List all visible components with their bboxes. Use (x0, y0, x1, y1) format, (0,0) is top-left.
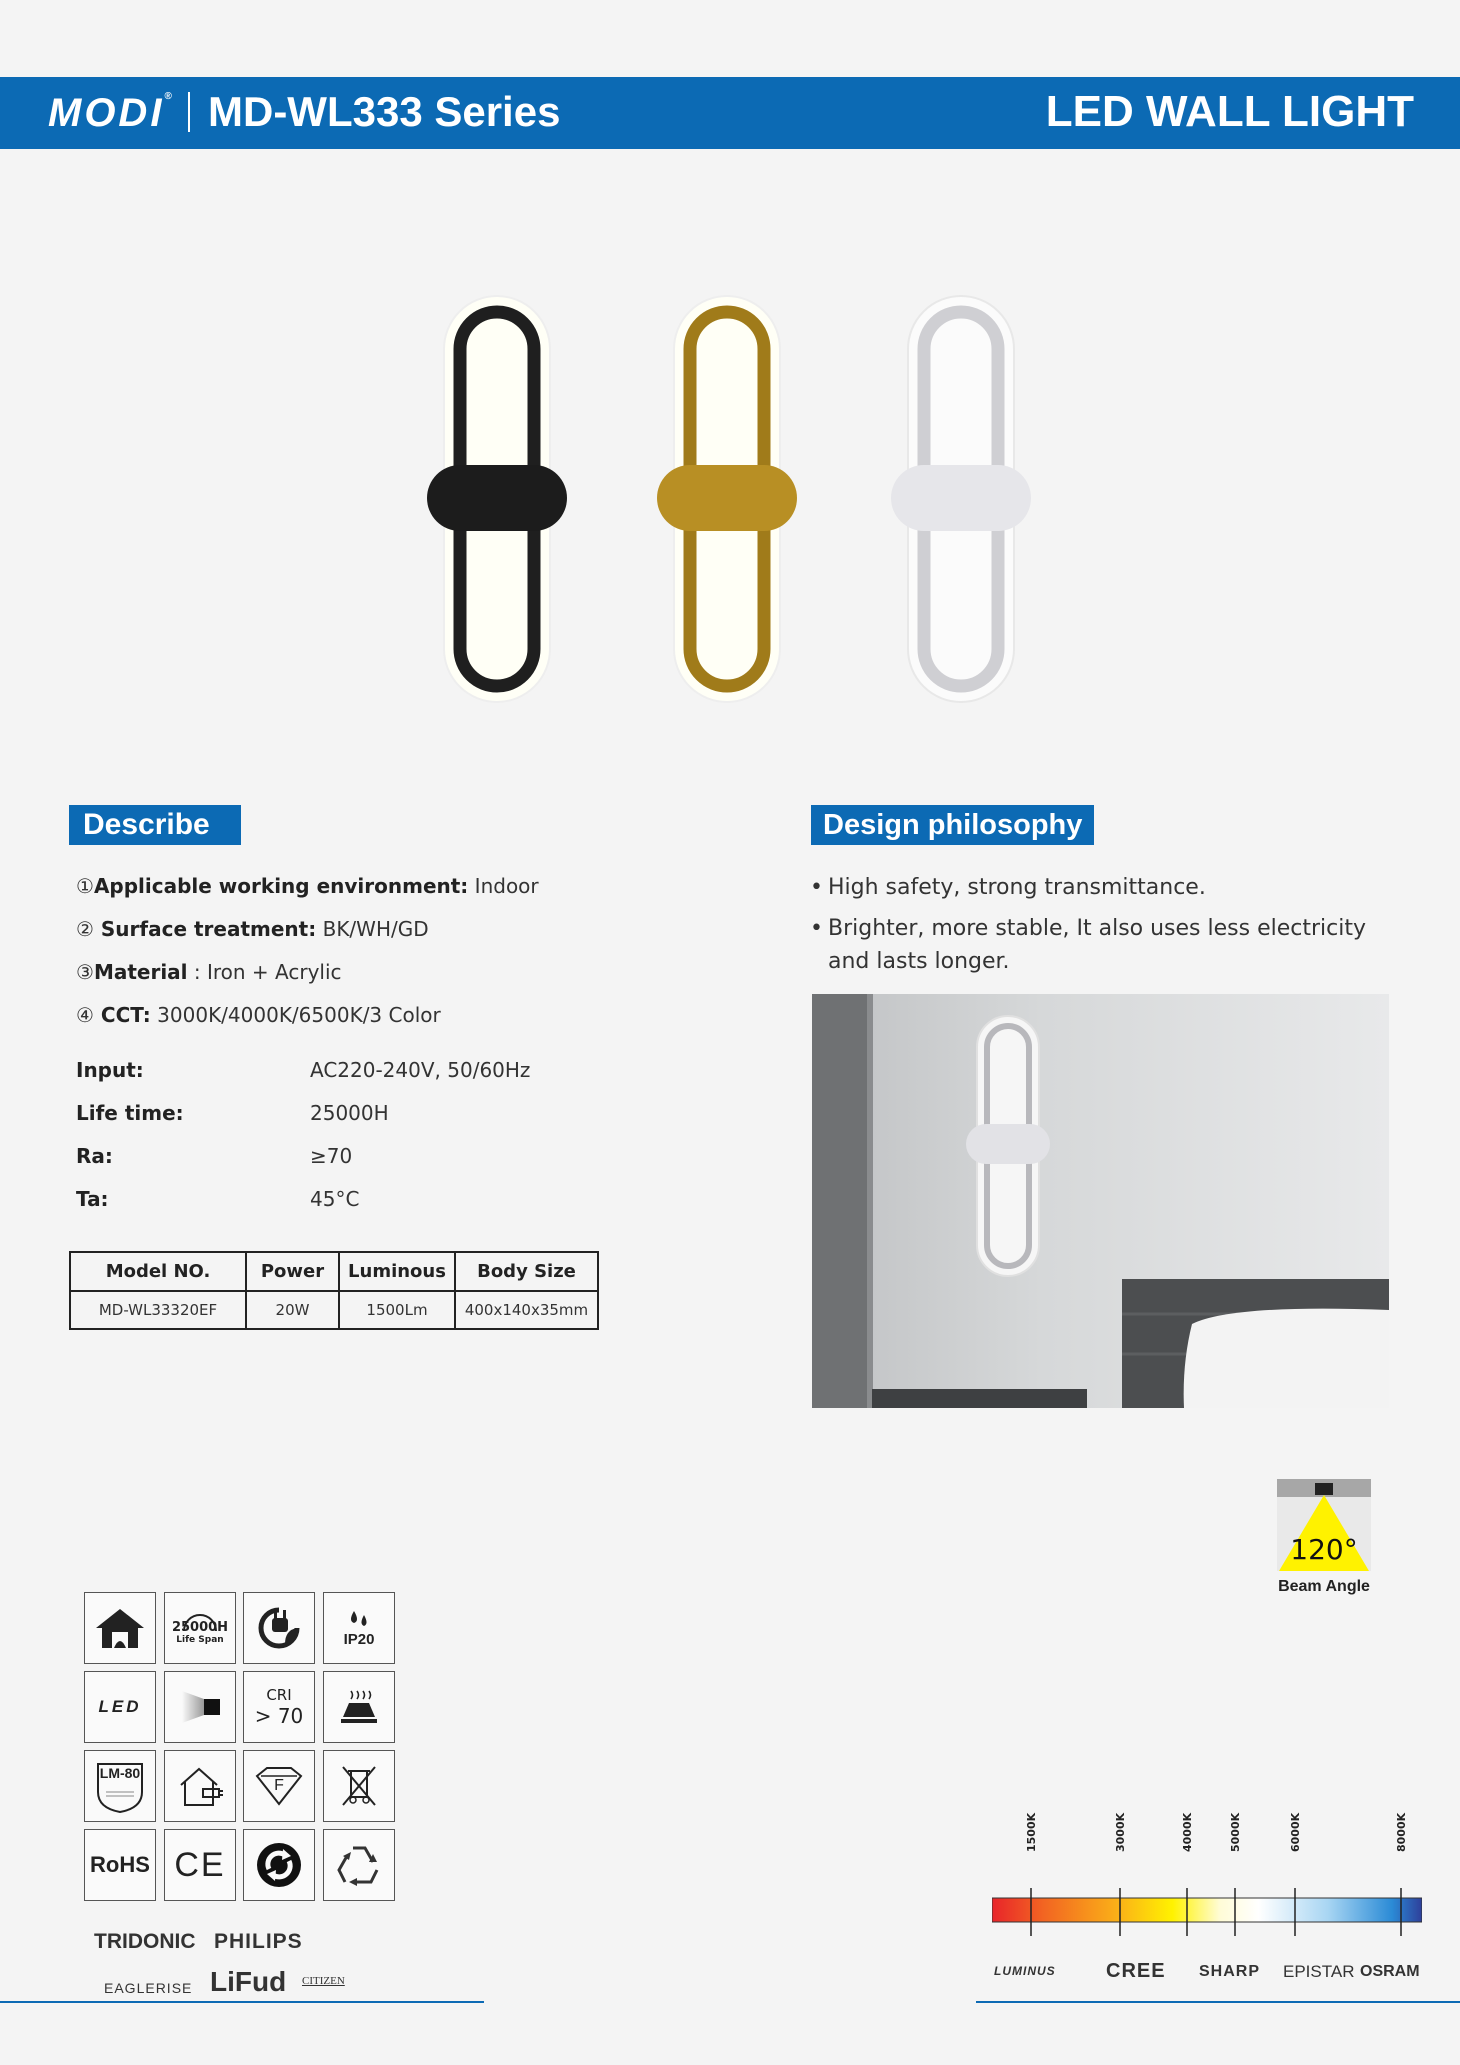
cct-label: 8000K (1395, 1812, 1408, 1852)
brand-philips: PHILIPS (214, 1930, 303, 1953)
cct-label: 1500K (1025, 1812, 1038, 1852)
footer-line-left (0, 2001, 484, 2003)
weee-bin-icon (323, 1750, 395, 1822)
desc-item-cct: ④ CCT: 3000K/4000K/6500K/3 Color (76, 1003, 441, 1027)
ce-icon: CE (164, 1829, 236, 1901)
heat-dissipation-icon (323, 1671, 395, 1743)
table-cell: MD-WL33320EF (70, 1291, 246, 1329)
cct-label: 5000K (1229, 1812, 1242, 1852)
table-header: Body Size (455, 1252, 598, 1291)
brand-cree: CREE (1106, 1960, 1166, 1982)
spec-value: 25000H (310, 1101, 389, 1125)
ip20-icon: IP20 (323, 1592, 395, 1664)
brand-osram: OSRAM (1360, 1963, 1420, 1980)
cct-label: 3000K (1114, 1812, 1127, 1852)
spec-value: ≥70 (310, 1144, 353, 1168)
cct-label: 6000K (1289, 1812, 1302, 1852)
light-direction-icon (164, 1671, 236, 1743)
beam-angle-label: Beam Angle (1278, 1578, 1370, 1595)
spec-key: Ra: (76, 1144, 113, 1168)
beam-angle-value: 120° (1290, 1533, 1358, 1566)
brand-logo: MODI® (48, 91, 175, 135)
cri-icon: CRI > 70 (243, 1671, 315, 1743)
plug-leaf-icon (243, 1592, 315, 1664)
lamp-black-image (427, 295, 567, 705)
brand-sharp: SHARP (1199, 1963, 1261, 1980)
desc-item-environment: ①Applicable working environment: Indoor (76, 874, 539, 898)
lamp-white-image (891, 295, 1031, 705)
design-heading: Design philosophy (811, 805, 1094, 845)
recycle-arrow-icon (243, 1829, 315, 1901)
model-table (69, 1251, 599, 1330)
design-bullet: • Brighter, more stable, It also uses less electricity and lasts longer. (810, 916, 1366, 974)
spec-key: Input: (76, 1058, 144, 1082)
lifespan-icon: 25000H Life Span (164, 1592, 236, 1664)
header-divider (188, 92, 190, 132)
brand-luminus: LUMINUS (994, 1964, 1056, 1978)
table-header: Luminous (339, 1252, 455, 1291)
spec-key: Life time: (76, 1101, 184, 1125)
table-row (70, 1291, 598, 1329)
spec-value: AC220-240V, 50/60Hz (310, 1058, 531, 1082)
recycling-triangle-icon (323, 1829, 395, 1901)
brand-epistar: EPISTAR (1283, 1962, 1355, 1981)
table-header: Power (246, 1252, 339, 1291)
f-mark-icon: F (243, 1750, 315, 1822)
desc-item-material: ③Material : Iron + Acrylic (76, 960, 342, 984)
spec-key: Ta: (76, 1187, 109, 1211)
desc-item-surface: ② Surface treatment: BK/WH/GD (76, 917, 429, 941)
room-photo (812, 994, 1389, 1408)
rohs-icon: RoHS (84, 1829, 156, 1901)
table-cell: 400x140x35mm (455, 1291, 598, 1329)
product-type: LED WALL LIGHT (1045, 87, 1414, 136)
brand-eaglerise: EAGLERISE (104, 1980, 193, 1996)
table-header: Model NO. (70, 1252, 246, 1291)
brand-tridonic: TRIDONIC (94, 1930, 196, 1953)
describe-heading: Describe (69, 805, 241, 845)
indoor-house-icon (84, 1592, 156, 1664)
spec-value: 45°C (310, 1187, 360, 1211)
brand-citizen: CITIZEN (302, 1975, 345, 1987)
home-plug-icon (164, 1750, 236, 1822)
table-cell: 20W (246, 1291, 339, 1329)
brand-lifud: LiFud (210, 1966, 287, 1997)
series-title: MD-WL333 Series (208, 88, 561, 135)
footer-line-right (976, 2001, 1460, 2003)
lm80-icon: LM-80 (84, 1750, 156, 1822)
cct-label: 4000K (1181, 1812, 1194, 1852)
design-bullet: • High safety, strong transmittance. (810, 875, 1206, 900)
lamp-gold-image (657, 295, 797, 705)
cct-color-bar (992, 1888, 1422, 1940)
table-cell: 1500Lm (339, 1291, 455, 1329)
led-icon: LED (84, 1671, 156, 1743)
